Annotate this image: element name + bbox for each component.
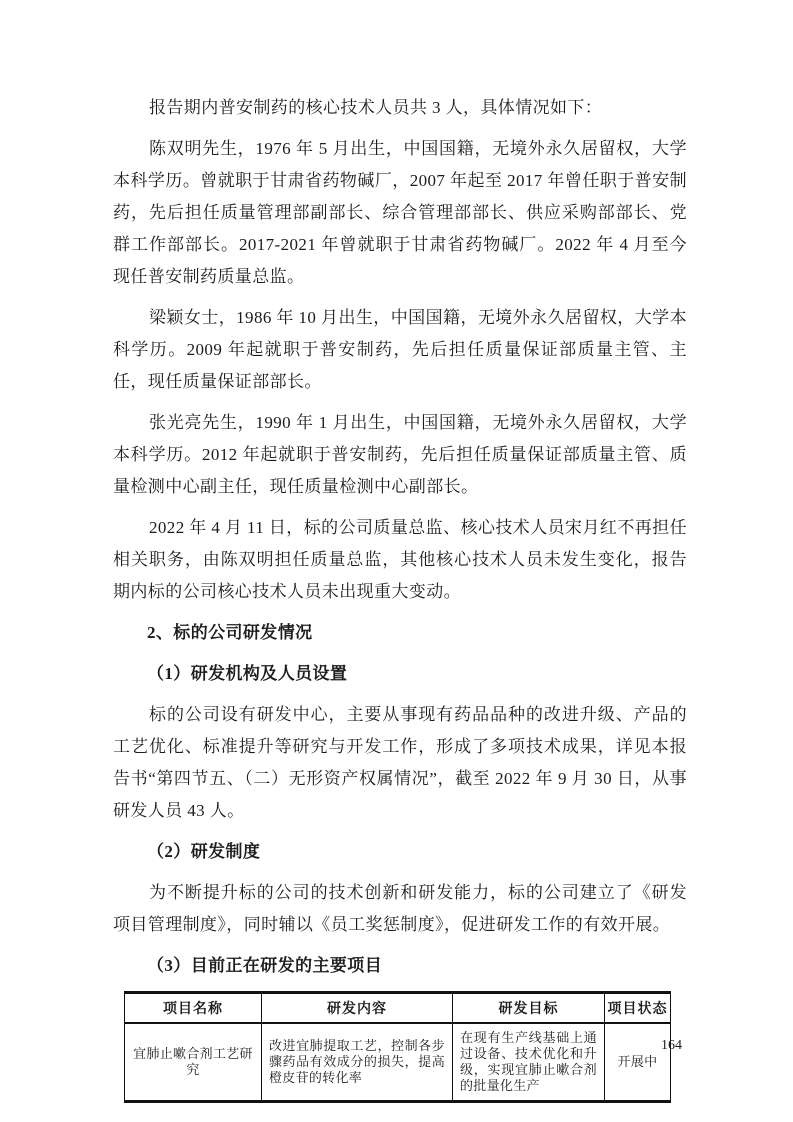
heading-rd-projects: （3）目前正在研发的主要项目 [147, 956, 383, 975]
heading-rd-organization: （1）研发机构及人员设置 [147, 664, 348, 683]
cell-project-name: 宜肺止嗽合剂工艺研究 [125, 1023, 262, 1102]
table-row [125, 1023, 671, 1102]
column-header-rd-goal: 研发目标 [453, 993, 605, 1024]
cell-rd-content: 改进宜肺提取工艺，控制各步骤药品有效成分的损失，提高橙皮苷的转化率 [262, 1023, 453, 1102]
column-header-rd-content: 研发内容 [262, 993, 453, 1024]
page-number: 164 [661, 1038, 682, 1053]
column-header-project-name: 项目名称 [125, 993, 262, 1024]
document-body [113, 0, 687, 1103]
column-header-project-status: 项目状态 [605, 993, 671, 1024]
paragraph-liang-ying-bio: 梁颖女士，1986 年 10 月出生，中国国籍，无境外永久居留权，大学本科学历。2009 年起就职于普安制药，先后担任质量保证部质量主管、主任，现任质量保证部部长。 [113, 308, 687, 391]
paragraph-zhang-guangliang-bio: 张光亮先生，1990 年 1 月出生，中国国籍，无境外永久居留权，大学本科学历。2012 年起就职于普安制药，先后担任质量保证部质量主管、质量检测中心副主任，现任质量检测中心副部长。 [113, 413, 687, 496]
paragraph-chen-shuangming-bio: 陈双明先生，1976 年 5 月出生，中国国籍，无境外永久居留权，大学本科学历。曾就职于甘肃省药物碱厂，2007 年起至 2017 年曾任职于普安制药，先后担任质量管理部副部长、综合管理部部长、供应采购部部长、党群工作部部长。2017-2021 年曾就职于甘肃省药物碱厂。2022 年 4 月至今现任普安制药质量总监。 [113, 139, 687, 286]
cell-project-status: 开展中 [605, 1023, 671, 1102]
paragraph-personnel-change: 2022 年 4 月 11 日，标的公司质量总监、核心技术人员宋月红不再担任相关职务，由陈双明担任质量总监，其他核心技术人员未发生变化，报告期内标的公司核心技术人员未出现重大变动。 [113, 518, 687, 601]
heading-rd-system: （2）研发制度 [147, 842, 261, 861]
paragraph-rd-system: 为不断提升标的公司的技术创新和研发能力，标的公司建立了《研发项目管理制度》，同时辅以《员工奖惩制度》，促进研发工作的有效开展。 [113, 883, 687, 934]
rd-projects-table [124, 991, 671, 1103]
paragraph-rd-organization: 标的公司设有研发中心，主要从事现有药品品种的改进升级、产品的工艺优化、标准提升等研究与开发工作，形成了多项技术成果，详见本报告书“第四节五、（二）无形资产权属情况”，截至 2022 年 9 月 30 日，从事研发人员 43 人。 [113, 705, 687, 820]
paragraph-core-personnel-intro: 报告期内普安制药的核心技术人员共 3 人，具体情况如下： [149, 98, 603, 117]
cell-rd-goal: 在现有生产线基础上通过设备、技术优化和升级，实现宜肺止嗽合剂的批量化生产 [453, 1023, 605, 1102]
table-header-row [125, 993, 671, 1024]
heading-rd-overview: 2、标的公司研发情况 [147, 623, 313, 642]
